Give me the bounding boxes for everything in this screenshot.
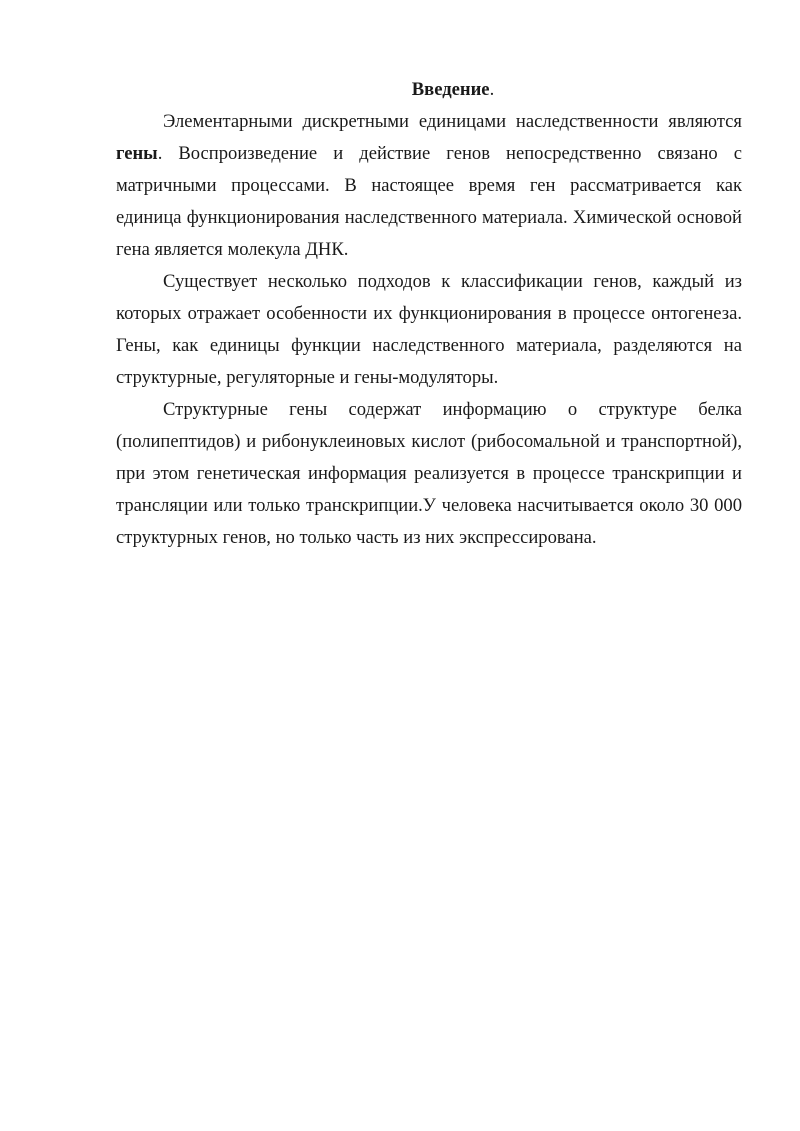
paragraph-3: Структурные гены содержат информацию о структуре белка (полипептидов) и рибонуклеиновых кислот (рибосомальной и транспортной), при этом генетическая информация реализуется в процессе транскрипции и трансляции или только транскрипции.У человека насчитывается около 30 000 структурных генов, но только часть из них экспрессирована. bbox=[116, 399, 742, 548]
paragraph-1-bold-term: гены bbox=[116, 143, 158, 164]
paragraph-1-text-end: . Воспроизведение и действие генов непосредственно связано с матричными процессами. В настоящее время ген рассматривается как единица функционирования наследственного материала. Химической основой гена является молекула ДНК. bbox=[116, 143, 742, 260]
page-title bbox=[164, 74, 742, 106]
title-punctuation: . bbox=[489, 79, 495, 100]
paragraph-1-text-start: Элементарными дискретными единицами наследственности являются bbox=[163, 111, 742, 132]
title-text: Введение bbox=[411, 79, 490, 100]
document-body bbox=[116, 74, 742, 554]
paragraph-1 bbox=[116, 106, 742, 266]
paragraph-2: Существует несколько подходов к классификации генов, каждый из которых отражает особенности их функционирования в процессе онтогенеза. Гены, как единицы функции наследственного материала, разделяются на структурные, регуляторные и гены-модуляторы. bbox=[116, 271, 742, 388]
